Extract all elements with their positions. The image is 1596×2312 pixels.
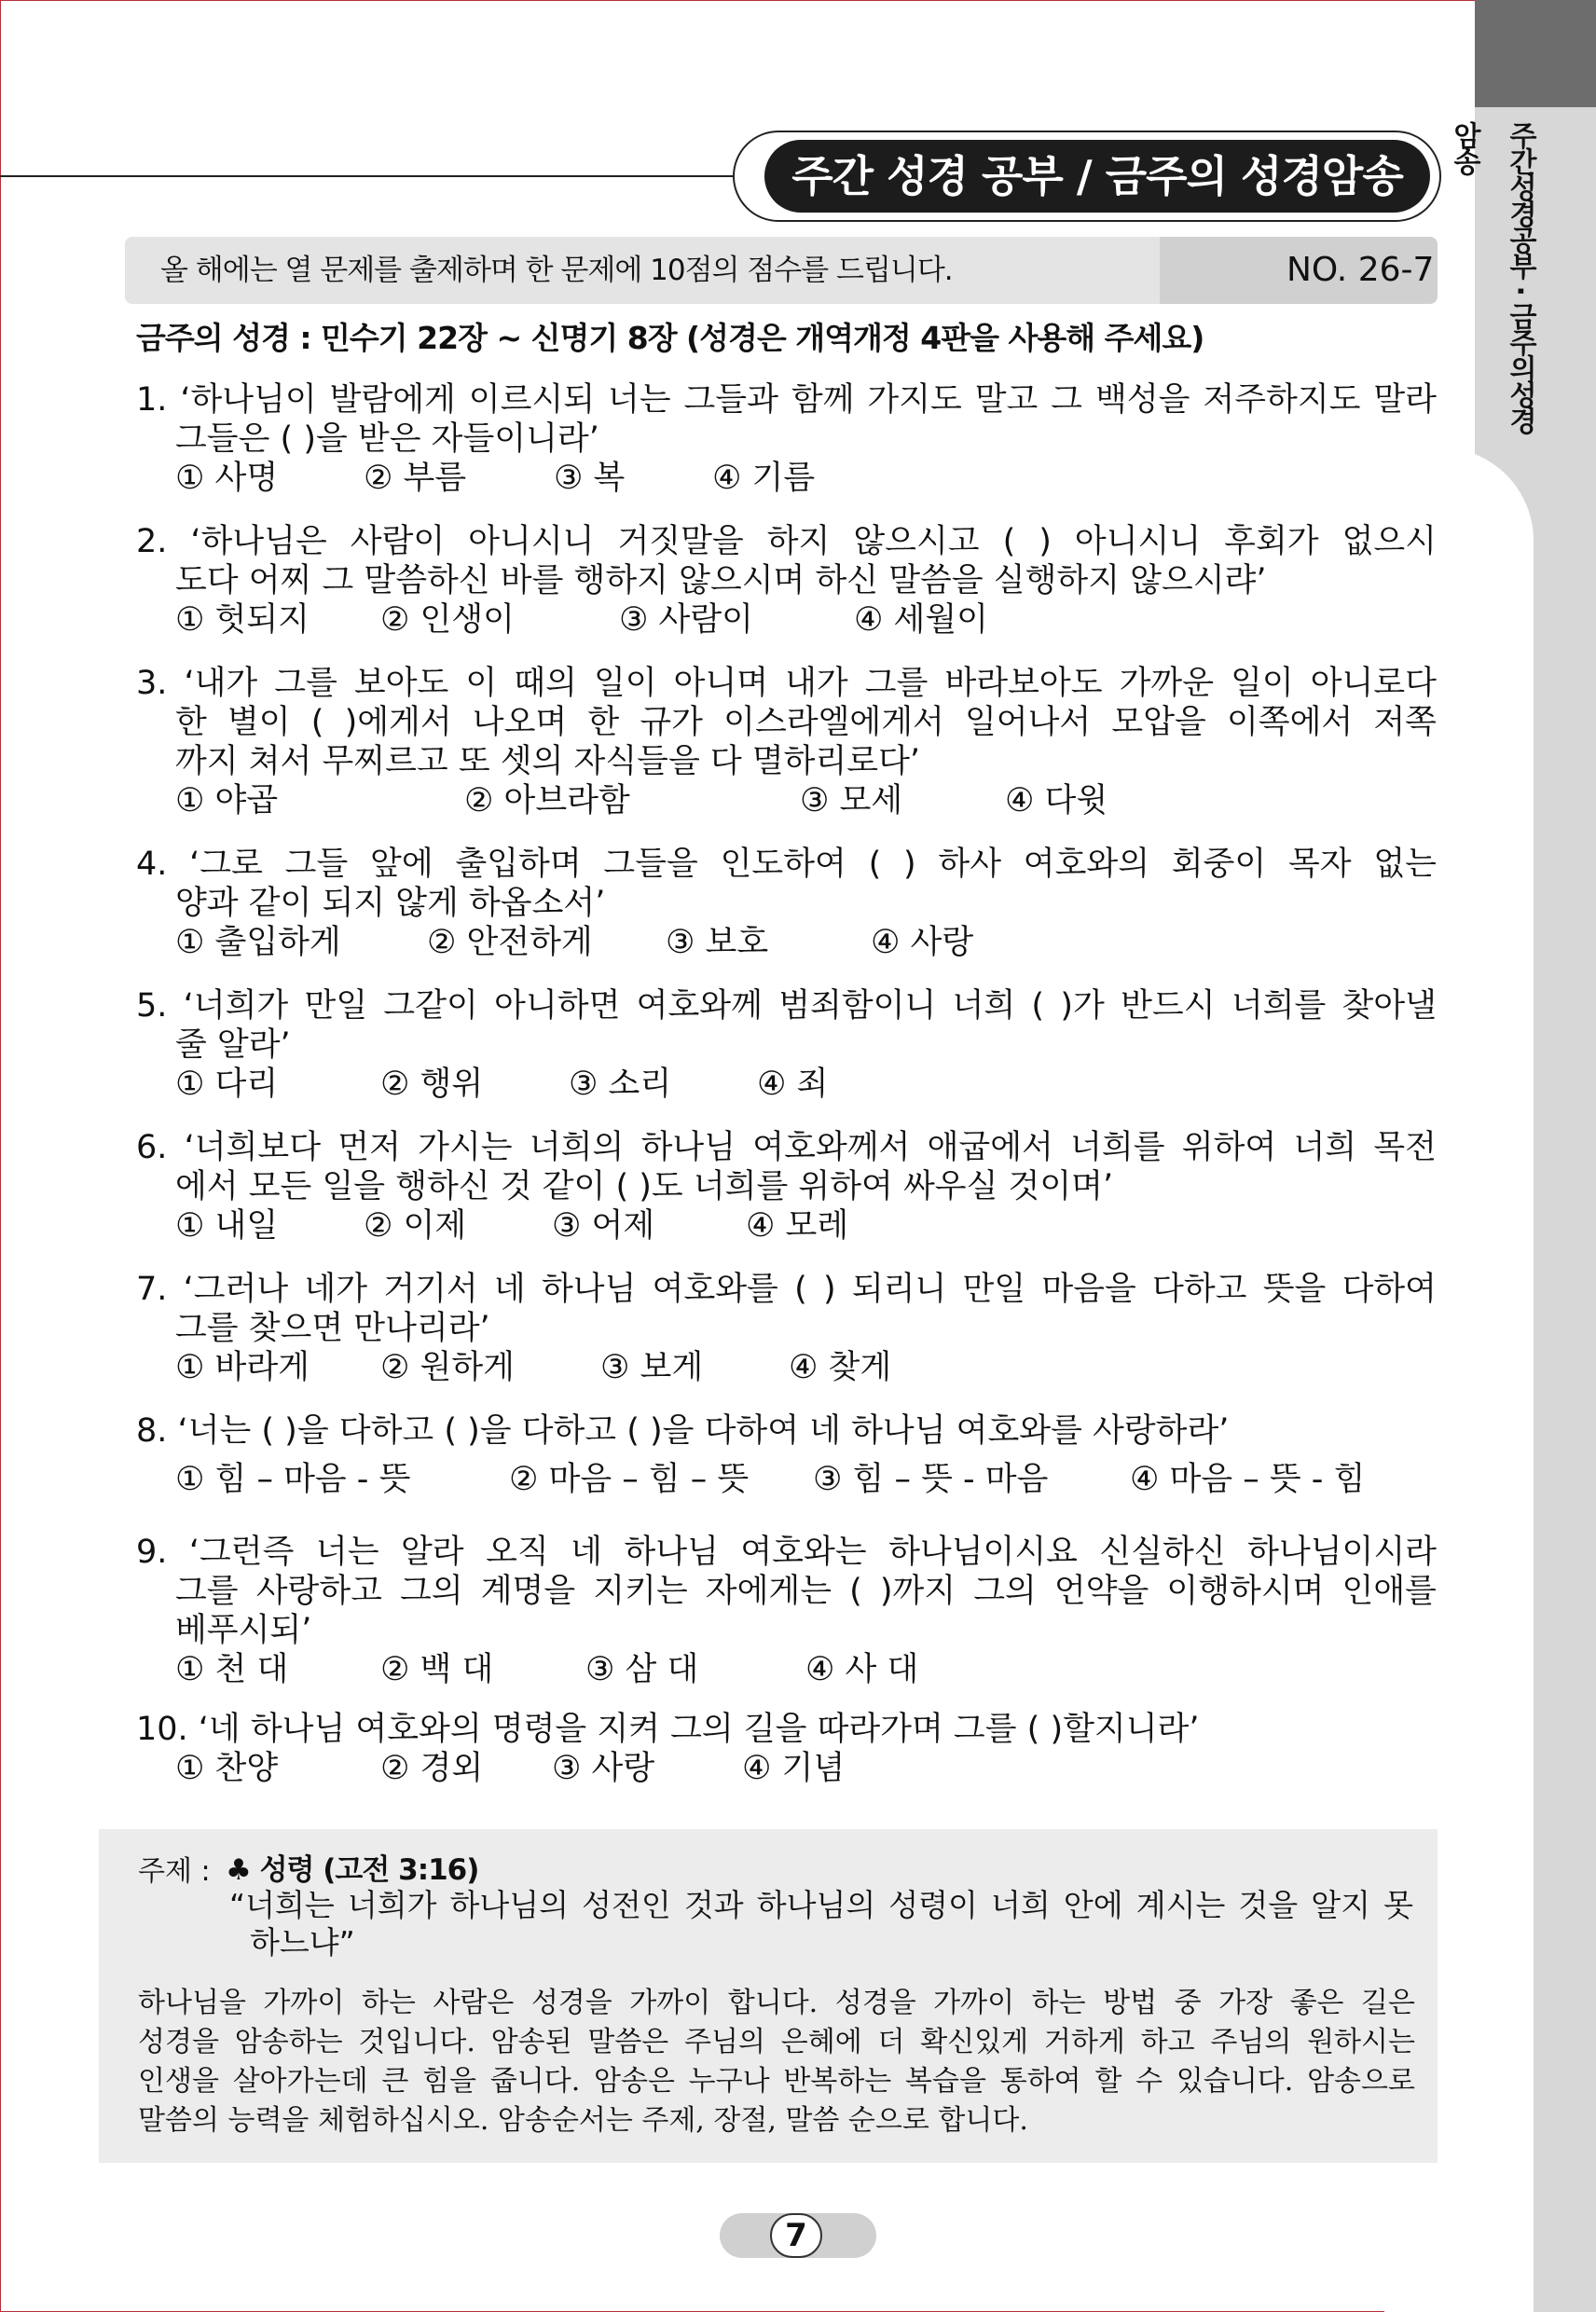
issue-number: NO. 26-7 bbox=[1286, 251, 1435, 289]
option-2[interactable]: ② 원하게 bbox=[380, 1349, 515, 1386]
side-tab-top bbox=[1475, 0, 1596, 107]
question-2 bbox=[136, 522, 1437, 641]
question-text: 5. ‘너희가 만일 그같이 아니하면 여호와께 범죄함이니 너희 ( )가 반드시 너희를 찾아낼 bbox=[136, 987, 1437, 1025]
question-text: 6. ‘너희보다 먼저 가시는 너희의 하나님 여호와께서 애굽에서 너희를 위하여 너희 목전 bbox=[136, 1129, 1437, 1166]
option-1[interactable]: ① 힘 – 마음 - 뜻 bbox=[175, 1461, 411, 1498]
question-text: 4. ‘그로 그들 앞에 출입하며 그들을 인도하여 ( ) 하사 여호와의 회중이 목자 없는 bbox=[136, 846, 1437, 883]
option-2[interactable]: ② 경외 bbox=[380, 1750, 484, 1787]
question-text: 줄 알라’ bbox=[175, 1026, 291, 1064]
answer-options bbox=[136, 1206, 1437, 1247]
option-2[interactable]: ② 안전하게 bbox=[427, 924, 593, 961]
option-1[interactable]: ① 찬양 bbox=[175, 1750, 279, 1787]
question-text: 10. ‘네 하나님 여호와의 명령을 지켜 그의 길을 따라가며 그를 ( )할지니라’ bbox=[136, 1711, 1200, 1748]
question-text: 그를 찾으면 만나리라’ bbox=[175, 1310, 490, 1347]
answer-options bbox=[136, 1348, 1437, 1389]
option-2[interactable]: ② 마음 – 힘 – 뜻 bbox=[509, 1461, 750, 1498]
question-3 bbox=[136, 664, 1437, 822]
topic-title: ♣ 성령 (고전 3:16) bbox=[226, 1853, 479, 1887]
option-3[interactable]: ③ 보게 bbox=[600, 1349, 704, 1386]
notice-bar bbox=[125, 237, 1438, 304]
question-text: 2. ‘하나님은 사람이 아니시니 거짓말을 하지 않으시고 ( ) 아니시니 후회가 없으시 bbox=[136, 523, 1437, 560]
answer-options bbox=[136, 781, 1437, 822]
option-2[interactable]: ② 인생이 bbox=[380, 601, 515, 639]
option-3[interactable]: ③ 복 bbox=[554, 460, 626, 497]
question-text: 양과 같이 되지 않게 하옵소서’ bbox=[175, 885, 606, 922]
option-4[interactable]: ④ 세월이 bbox=[854, 601, 988, 639]
option-4[interactable]: ④ 기름 bbox=[712, 460, 816, 497]
option-1[interactable]: ① 내일 bbox=[175, 1207, 279, 1245]
body-line: 하나님을 가까이 하는 사람은 성경을 가까이 합니다. 성경을 가까이 하는 방법 중 가장 좋은 길은 bbox=[138, 1987, 1415, 2019]
answer-options bbox=[136, 1460, 1437, 1501]
option-1[interactable]: ① 야곱 bbox=[175, 782, 279, 819]
option-2[interactable]: ② 행위 bbox=[380, 1066, 484, 1103]
option-1[interactable]: ① 출입하게 bbox=[175, 924, 341, 961]
option-3[interactable]: ③ 모세 bbox=[800, 782, 903, 819]
question-text: 까지 쳐서 무찌르고 또 셋의 자식들을 다 멸하리로다’ bbox=[175, 743, 921, 780]
option-1[interactable]: ① 다리 bbox=[175, 1066, 279, 1103]
option-2[interactable]: ② 아브라함 bbox=[464, 782, 630, 819]
option-3[interactable]: ③ 사랑 bbox=[552, 1750, 655, 1787]
memory-verse bbox=[229, 1887, 1413, 1961]
question-text: 1. ‘하나님이 발람에게 이르시되 너는 그들과 함께 가지도 말고 그 백성을 저주하지도 말라 bbox=[136, 381, 1437, 419]
question-text: 8. ‘너는 ( )을 다하고 ( )을 다하고 ( )을 다하여 네 하나님 여호와를 사랑하라’ bbox=[136, 1412, 1230, 1450]
question-text: 그들은 ( )을 받은 자들이니라’ bbox=[175, 420, 599, 458]
answer-options bbox=[136, 923, 1437, 964]
option-1[interactable]: ① 헛되지 bbox=[175, 601, 310, 639]
option-4[interactable]: ④ 마음 – 뜻 - 힘 bbox=[1130, 1461, 1366, 1498]
question-6 bbox=[136, 1128, 1437, 1247]
question-text: 그를 사랑하고 그의 계명을 지키는 자에게는 ( )까지 그의 언약을 이행하시며 인애를 bbox=[175, 1573, 1437, 1610]
option-1[interactable]: ① 천 대 bbox=[175, 1651, 289, 1688]
scripture-range: 금주의 성경 : 민수기 22장 ~ 신명기 8장 (성경은 개역개정 4판을 사용해 주세요) bbox=[136, 320, 1204, 356]
option-3[interactable]: ③ 소리 bbox=[569, 1066, 672, 1103]
header-rule bbox=[0, 175, 746, 177]
option-1[interactable]: ① 바라게 bbox=[175, 1349, 310, 1386]
question-text: 베푸시되’ bbox=[175, 1612, 312, 1649]
question-text: 도다 어찌 그 말씀하신 바를 행하지 않으시며 하신 말씀을 실행하지 않으시랴’ bbox=[175, 562, 1267, 599]
page-title: 주간 성경 공부 / 금주의 성경암송 bbox=[764, 140, 1430, 213]
question-4 bbox=[136, 845, 1437, 964]
option-3[interactable]: ③ 사람이 bbox=[619, 601, 753, 639]
answer-options bbox=[136, 1650, 1437, 1691]
question-1 bbox=[136, 380, 1437, 500]
option-4[interactable]: ④ 사 대 bbox=[805, 1651, 919, 1688]
option-4[interactable]: ④ 사랑 bbox=[871, 924, 974, 961]
answer-options bbox=[136, 600, 1437, 641]
option-4[interactable]: ④ 죄 bbox=[757, 1066, 829, 1103]
question-8 bbox=[136, 1411, 1437, 1501]
option-3[interactable]: ③ 힘 – 뜻 - 마음 bbox=[813, 1461, 1049, 1498]
question-7 bbox=[136, 1270, 1437, 1389]
question-text: 한 별이 ( )에게서 나오며 한 규가 이스라엘에게서 일어나서 모압을 이쪽에서 저쪽 bbox=[175, 704, 1437, 741]
topic-body bbox=[138, 1984, 1415, 2140]
answer-options bbox=[136, 459, 1437, 500]
option-4[interactable]: ④ 다윗 bbox=[1005, 782, 1108, 819]
option-3[interactable]: ③ 어제 bbox=[552, 1207, 655, 1245]
question-5 bbox=[136, 986, 1437, 1106]
option-1[interactable]: ① 사명 bbox=[175, 460, 279, 497]
side-tab-label: 주간성경공부 · 금주의성경암송 bbox=[1448, 121, 1536, 434]
option-2[interactable]: ② 이제 bbox=[364, 1207, 467, 1245]
notice-text: 올 해에는 열 문제를 출제하며 한 문제에 10점의 점수를 드립니다. bbox=[160, 254, 953, 287]
body-line: 말씀의 능력을 체험하십시오. 암송순서는 주제, 장절, 말씀 순으로 합니다. bbox=[138, 2104, 1028, 2137]
option-2[interactable]: ② 부름 bbox=[364, 460, 467, 497]
option-2[interactable]: ② 백 대 bbox=[380, 1651, 494, 1688]
answer-options bbox=[136, 1749, 1437, 1790]
question-10 bbox=[136, 1710, 1437, 1790]
body-line: 성경을 암송하는 것입니다. 암송된 말씀은 주님의 은혜에 더 확신있게 거하게 하고 주님의 원하시는 bbox=[138, 2026, 1415, 2058]
option-3[interactable]: ③ 삼 대 bbox=[585, 1651, 699, 1688]
question-text: 7. ‘그러나 네가 거기서 네 하나님 여호와를 ( ) 되리니 만일 마음을 다하고 뜻을 다하여 bbox=[136, 1271, 1437, 1308]
option-3[interactable]: ③ 보호 bbox=[666, 924, 769, 961]
question-text: 9. ‘그런즉 너는 알라 오직 네 하나님 여호와는 하나님이시요 신실하신 하나님이시라 bbox=[136, 1534, 1437, 1571]
question-text: 3. ‘내가 그를 보아도 이 때의 일이 아니며 내가 그를 바라보아도 가까운 일이 아니로다 bbox=[136, 665, 1437, 702]
body-line: 인생을 살아가는데 큰 힘을 줍니다. 암송은 누구나 반복하는 복습을 통하여 할 수 있습니다. 암송으로 bbox=[138, 2065, 1415, 2098]
question-9 bbox=[136, 1533, 1437, 1691]
question-text: 에서 모든 일을 행하신 것 같이 ( )도 너희를 위하여 싸우실 것이며’ bbox=[175, 1168, 1114, 1205]
issue-number-box bbox=[1160, 237, 1438, 304]
page-number: 7 bbox=[770, 2213, 822, 2258]
memory-verse-box bbox=[99, 1829, 1438, 2163]
option-4[interactable]: ④ 기념 bbox=[742, 1750, 846, 1787]
option-4[interactable]: ④ 찾게 bbox=[789, 1349, 892, 1386]
option-4[interactable]: ④ 모레 bbox=[746, 1207, 849, 1245]
answer-options bbox=[136, 1065, 1437, 1106]
topic-label: 주제 : bbox=[138, 1855, 211, 1888]
verse-line: 하느냐” bbox=[250, 1924, 355, 1961]
verse-line: “너희는 너희가 하나님의 성전인 것과 하나님의 성령이 너희 안에 계시는 것을 알지 못 bbox=[229, 1887, 1413, 1923]
